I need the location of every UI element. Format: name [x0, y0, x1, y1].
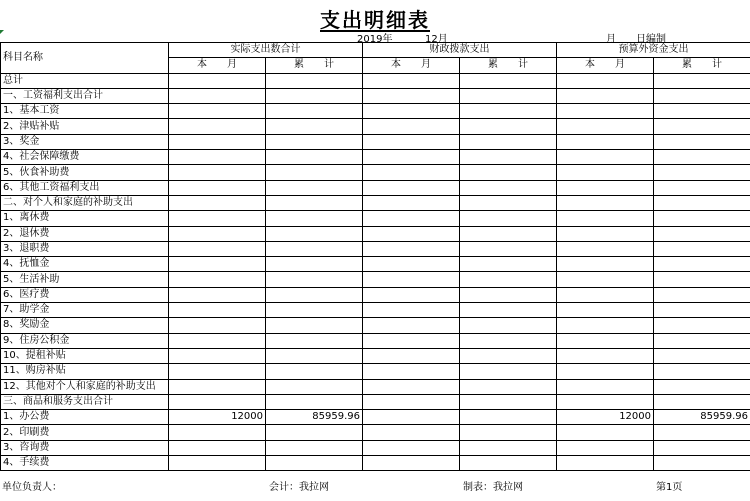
table-row [1, 456, 750, 471]
value-cell[interactable] [460, 104, 557, 119]
value-cell[interactable] [654, 165, 750, 180]
value-cell[interactable] [654, 272, 750, 287]
value-cell[interactable] [363, 394, 460, 409]
value-cell[interactable] [557, 257, 654, 272]
table-row [1, 150, 750, 165]
table-body [1, 73, 750, 471]
value-cell[interactable] [654, 394, 750, 409]
table-row [1, 119, 750, 134]
row-subject[interactable]: 6、其他工资福利支出 [1, 180, 169, 195]
row-subject[interactable]: 4、社会保障缴费 [1, 150, 169, 165]
table-row [1, 241, 750, 256]
value-cell[interactable] [460, 287, 557, 302]
value-cell[interactable] [654, 226, 750, 241]
value-cell[interactable] [460, 226, 557, 241]
header-current-month: 本 月 [363, 58, 460, 73]
value-cell[interactable] [557, 318, 654, 333]
value-cell[interactable] [557, 150, 654, 165]
value-cell[interactable] [266, 226, 363, 241]
value-cell[interactable]: 85959.96 [266, 410, 363, 425]
value-cell[interactable] [169, 318, 266, 333]
value-cell[interactable] [266, 88, 363, 103]
value-cell[interactable] [363, 150, 460, 165]
value-cell[interactable] [266, 425, 363, 440]
row-subject[interactable]: 3、退职费 [1, 241, 169, 256]
row-subject[interactable]: 一、工资福利支出合计 [1, 88, 169, 103]
table-row [1, 257, 750, 272]
value-cell[interactable] [363, 211, 460, 226]
row-subject[interactable]: 二、对个人和家庭的补助支出 [1, 195, 169, 210]
value-cell[interactable] [169, 287, 266, 302]
value-cell[interactable] [557, 226, 654, 241]
value-cell[interactable] [266, 272, 363, 287]
value-cell[interactable] [557, 425, 654, 440]
header-cumulative: 累 计 [266, 58, 363, 73]
value-cell[interactable] [169, 425, 266, 440]
value-cell[interactable] [460, 73, 557, 88]
value-cell[interactable] [460, 241, 557, 256]
value-cell[interactable] [460, 394, 557, 409]
value-cell[interactable] [266, 257, 363, 272]
value-cell[interactable] [266, 364, 363, 379]
row-subject[interactable]: 4、手续费 [1, 456, 169, 471]
value-cell[interactable] [654, 257, 750, 272]
value-cell[interactable] [266, 333, 363, 348]
value-cell[interactable] [169, 440, 266, 455]
value-cell[interactable] [557, 440, 654, 455]
value-cell[interactable] [363, 364, 460, 379]
value-cell[interactable] [266, 165, 363, 180]
value-cell[interactable] [557, 119, 654, 134]
row-subject[interactable]: 3、咨询费 [1, 440, 169, 455]
value-cell[interactable] [169, 241, 266, 256]
report-month: 12月 [425, 34, 448, 45]
value-cell[interactable] [169, 119, 266, 134]
value-cell[interactable] [557, 364, 654, 379]
row-subject[interactable]: 12、其他对个人和家庭的补助支出 [1, 379, 169, 394]
value-cell[interactable] [266, 379, 363, 394]
table-row [1, 287, 750, 302]
value-cell[interactable] [169, 180, 266, 195]
value-cell[interactable] [169, 364, 266, 379]
value-cell[interactable] [460, 303, 557, 318]
value-cell[interactable] [557, 272, 654, 287]
table-row [1, 104, 750, 119]
value-cell[interactable]: 12000 [169, 410, 266, 425]
value-cell[interactable] [363, 119, 460, 134]
row-subject[interactable]: 4、抚恤金 [1, 257, 169, 272]
header-row-groups [1, 43, 750, 58]
value-cell[interactable] [654, 134, 750, 149]
table-row [1, 165, 750, 180]
value-cell[interactable] [169, 165, 266, 180]
value-cell[interactable] [266, 241, 363, 256]
value-cell[interactable] [557, 134, 654, 149]
value-cell[interactable] [460, 257, 557, 272]
footer-unit-head: 单位负责人： [2, 482, 62, 493]
value-cell[interactable] [654, 180, 750, 195]
value-cell[interactable] [266, 134, 363, 149]
value-cell[interactable] [460, 440, 557, 455]
value-cell[interactable] [654, 303, 750, 318]
value-cell[interactable] [654, 150, 750, 165]
row-subject[interactable]: 2、印刷费 [1, 425, 169, 440]
value-cell[interactable] [654, 211, 750, 226]
value-cell[interactable] [169, 195, 266, 210]
value-cell[interactable] [363, 88, 460, 103]
table-row [1, 211, 750, 226]
value-cell[interactable] [460, 195, 557, 210]
value-cell[interactable] [363, 425, 460, 440]
value-cell[interactable] [169, 226, 266, 241]
value-cell[interactable] [363, 241, 460, 256]
value-cell[interactable] [654, 333, 750, 348]
value-cell[interactable] [169, 303, 266, 318]
value-cell[interactable] [169, 73, 266, 88]
header-group-fiscal: 财政拨款支出 [363, 43, 557, 58]
value-cell[interactable] [169, 150, 266, 165]
row-subject[interactable]: 9、住房公积金 [1, 333, 169, 348]
value-cell[interactable] [460, 379, 557, 394]
row-subject[interactable]: 1、基本工资 [1, 104, 169, 119]
table-row [1, 440, 750, 455]
table-row [1, 394, 750, 409]
report-sign-day: 日编制 [636, 34, 666, 45]
value-cell[interactable] [169, 257, 266, 272]
value-cell[interactable] [169, 211, 266, 226]
table-row [1, 134, 750, 149]
value-cell[interactable] [557, 180, 654, 195]
value-cell[interactable] [654, 104, 750, 119]
row-subject[interactable]: 总计 [1, 73, 169, 88]
table-row [1, 226, 750, 241]
value-cell[interactable] [363, 318, 460, 333]
header-subject: 科目名称 [1, 43, 169, 74]
value-cell[interactable] [169, 104, 266, 119]
value-cell[interactable] [654, 119, 750, 134]
value-cell[interactable] [363, 379, 460, 394]
value-cell[interactable] [460, 333, 557, 348]
value-cell[interactable] [266, 287, 363, 302]
value-cell[interactable] [654, 88, 750, 103]
value-cell[interactable]: 85959.96 [654, 410, 750, 425]
value-cell[interactable] [460, 211, 557, 226]
table-row [1, 195, 750, 210]
value-cell[interactable] [557, 379, 654, 394]
header-current-month: 本 月 [169, 58, 266, 73]
value-cell[interactable] [363, 134, 460, 149]
value-cell[interactable] [557, 88, 654, 103]
value-cell[interactable] [654, 318, 750, 333]
header-group-extra-budget: 预算外资金支出 [557, 43, 750, 58]
value-cell[interactable] [363, 257, 460, 272]
value-cell[interactable] [460, 456, 557, 471]
value-cell[interactable] [363, 73, 460, 88]
footer-page-number: 第1页 [656, 482, 683, 493]
value-cell[interactable] [460, 180, 557, 195]
value-cell[interactable] [460, 318, 557, 333]
value-cell[interactable] [654, 241, 750, 256]
value-cell[interactable] [654, 440, 750, 455]
value-cell[interactable] [557, 333, 654, 348]
value-cell[interactable] [266, 348, 363, 363]
value-cell[interactable] [654, 456, 750, 471]
table-row [1, 348, 750, 363]
value-cell[interactable]: 12000 [557, 410, 654, 425]
row-subject[interactable]: 6、医疗费 [1, 287, 169, 302]
value-cell[interactable] [363, 440, 460, 455]
value-cell[interactable] [557, 241, 654, 256]
value-cell[interactable] [557, 73, 654, 88]
table-row [1, 410, 750, 425]
value-cell[interactable] [557, 104, 654, 119]
table-row [1, 379, 750, 394]
row-subject[interactable]: 三、商品和服务支出合计 [1, 394, 169, 409]
row-subject[interactable]: 2、津贴补贴 [1, 119, 169, 134]
row-subject[interactable]: 3、奖金 [1, 134, 169, 149]
value-cell[interactable] [266, 394, 363, 409]
value-cell[interactable] [266, 318, 363, 333]
value-cell[interactable] [363, 226, 460, 241]
value-cell[interactable] [557, 456, 654, 471]
table-row [1, 303, 750, 318]
value-cell[interactable] [557, 348, 654, 363]
row-subject[interactable]: 5、生活补助 [1, 272, 169, 287]
value-cell[interactable] [654, 379, 750, 394]
header-group-actual: 实际支出数合计 [169, 43, 363, 58]
table-row [1, 364, 750, 379]
table-row [1, 272, 750, 287]
row-subject[interactable]: 11、购房补贴 [1, 364, 169, 379]
value-cell[interactable] [169, 394, 266, 409]
value-cell[interactable] [460, 272, 557, 287]
value-cell[interactable] [169, 456, 266, 471]
table-row [1, 73, 750, 88]
table-row [1, 88, 750, 103]
row-subject[interactable]: 10、提租补贴 [1, 348, 169, 363]
row-subject[interactable]: 1、离休费 [1, 211, 169, 226]
row-subject[interactable]: 1、办公费 [1, 410, 169, 425]
row-subject[interactable]: 8、奖励金 [1, 318, 169, 333]
value-cell[interactable] [169, 88, 266, 103]
report-year: 2019年 [357, 34, 393, 45]
value-cell[interactable] [460, 410, 557, 425]
value-cell[interactable] [266, 180, 363, 195]
value-cell[interactable] [363, 180, 460, 195]
table-row [1, 425, 750, 440]
value-cell[interactable] [169, 333, 266, 348]
value-cell[interactable] [266, 73, 363, 88]
value-cell[interactable] [654, 73, 750, 88]
header-current-month: 本 月 [557, 58, 654, 73]
value-cell[interactable] [460, 150, 557, 165]
value-cell[interactable] [363, 303, 460, 318]
value-cell[interactable] [363, 333, 460, 348]
value-cell[interactable] [460, 134, 557, 149]
row-subject[interactable]: 7、助学金 [1, 303, 169, 318]
table-row [1, 333, 750, 348]
value-cell[interactable] [363, 165, 460, 180]
report-sign-month: 月 [606, 34, 616, 45]
value-cell[interactable] [460, 348, 557, 363]
value-cell[interactable] [460, 119, 557, 134]
value-cell[interactable] [363, 287, 460, 302]
value-cell[interactable] [460, 425, 557, 440]
value-cell[interactable] [557, 195, 654, 210]
value-cell[interactable] [169, 134, 266, 149]
value-cell[interactable] [460, 364, 557, 379]
value-cell[interactable] [654, 287, 750, 302]
row-subject[interactable]: 5、伙食补助费 [1, 165, 169, 180]
value-cell[interactable] [654, 425, 750, 440]
value-cell[interactable] [266, 440, 363, 455]
page-title: 支出明细表 [320, 8, 430, 32]
table-row [1, 318, 750, 333]
value-cell[interactable] [363, 410, 460, 425]
value-cell[interactable] [557, 394, 654, 409]
value-cell[interactable] [169, 348, 266, 363]
value-cell[interactable] [460, 88, 557, 103]
footer-maker: 制表：我拉网 [463, 482, 523, 493]
value-cell[interactable] [363, 456, 460, 471]
value-cell[interactable] [557, 287, 654, 302]
value-cell[interactable] [654, 195, 750, 210]
value-cell[interactable] [654, 348, 750, 363]
value-cell[interactable] [266, 150, 363, 165]
value-cell[interactable] [363, 195, 460, 210]
value-cell[interactable] [266, 119, 363, 134]
value-cell[interactable] [266, 104, 363, 119]
value-cell[interactable] [266, 303, 363, 318]
value-cell[interactable] [169, 379, 266, 394]
value-cell[interactable] [557, 303, 654, 318]
value-cell[interactable] [363, 104, 460, 119]
expense-table [0, 42, 750, 471]
row-subject[interactable]: 2、退休费 [1, 226, 169, 241]
value-cell[interactable] [266, 211, 363, 226]
value-cell[interactable] [654, 364, 750, 379]
footer-accountant: 会计：我拉网 [269, 482, 329, 493]
header-cumulative: 累 计 [654, 58, 750, 73]
value-cell[interactable] [266, 456, 363, 471]
value-cell[interactable] [169, 272, 266, 287]
table-row [1, 180, 750, 195]
value-cell[interactable] [363, 348, 460, 363]
value-cell[interactable] [363, 272, 460, 287]
value-cell[interactable] [557, 211, 654, 226]
value-cell[interactable] [266, 195, 363, 210]
value-cell[interactable] [460, 165, 557, 180]
header-cumulative: 累 计 [460, 58, 557, 73]
value-cell[interactable] [557, 165, 654, 180]
